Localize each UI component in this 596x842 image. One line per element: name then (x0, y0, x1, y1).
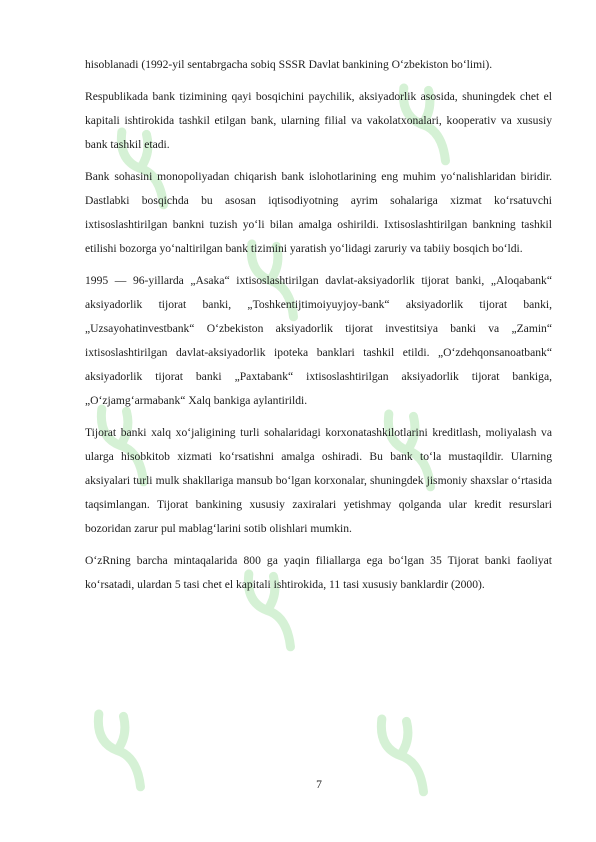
page-number: 7 (316, 778, 322, 791)
paragraph: hisoblanadi (1992-yil sentabrgacha sobiq SSSR Davlat bankining O‘zbekiston bo‘limi). (85, 58, 493, 71)
paragraph: O‘zRning barcha mintaqalarida 800 ga yaqin filiallarga ega bo‘lgan 35 Tijorat banki faoliyat ko‘rsatadi, ulardan 5 tasi chet el kapitali ishtirokida, 11 tasi xususiy banklardir (2000). (85, 554, 552, 591)
paragraph: Bank sohasini monopoliyadan chiqarish bank islohotlarining eng muhim yo‘nalishlaridan biridir. Dastlabki bosqichda bu asosan iqtisodiyotning ayrim sohalariga xizmat ko‘rsatuvchi ixtisoslashtirilgan bankni tuzish yo‘li bilan amalga oshirildi. Ixtisoslashtirilgan bankning tashkil etilishi bozorga yo‘naltirilgan bank tizimini yaratish yo‘lidagi zaruriy va tabiiy bosqich bo‘ldi. (85, 170, 552, 255)
paragraph: Respublikada bank tizimining qayi bosqichini paychilik, aksiyadorlik asosida, shuningdek chet el kapitali ishtirokida tashkil etilgan bank, ularning filial va vakolatxonalari, kooperativ va xususiy bank tashkil etadi. (85, 90, 552, 151)
body-text (85, 53, 552, 605)
watermark-logo-icon (355, 697, 461, 809)
paragraph: 1995 — 96-yillarda „Asaka“ ixtisoslashtirilgan davlat-aksiyadorlik tijorat banki, „Aloqabank“ aksiyadorlik tijorat banki, „Toshkentijtimoiyuyjoy-bank“ aksiyadorlik tijorat banki, „Uzsayohatinvestbank“ O‘zbekiston aksiyadorlik tijorat investitsiya banki va „Zamin“ ixtisoslashtirilgan davlat-aksiyadorlik ipoteka banklari tashkil etildi. „O‘zdehqonsanoatbank“ aksiyadorlik tijorat banki „Paxtabank“ ixtisoslashtirilgan aksiyadorlik tijorat bankiga, „O‘zjamg‘armabank“ Xalq bankiga aylantirildi. (85, 274, 552, 407)
paragraph: Tijorat banki xalq xo‘jaligining turli sohalaridagi korxonatashkilotlarini kreditlash, moliyalash va ularga hisobkitob xizmati ko‘rsatishni amalga oshiradi. Bu bank to‘la mustaqildir. Ularning aksiyalari turli mulk shakllariga mansub bo‘lgan korxonalar, shuningdek jismoniy shaxslar o‘rtasida taqsimlangan. Tijorat bankining xususiy zaxiralari yetishmay qolganda ular kredit resurslari bozoridan zarur pul mablag‘larini sotib olishlari mumkin. (85, 426, 552, 535)
